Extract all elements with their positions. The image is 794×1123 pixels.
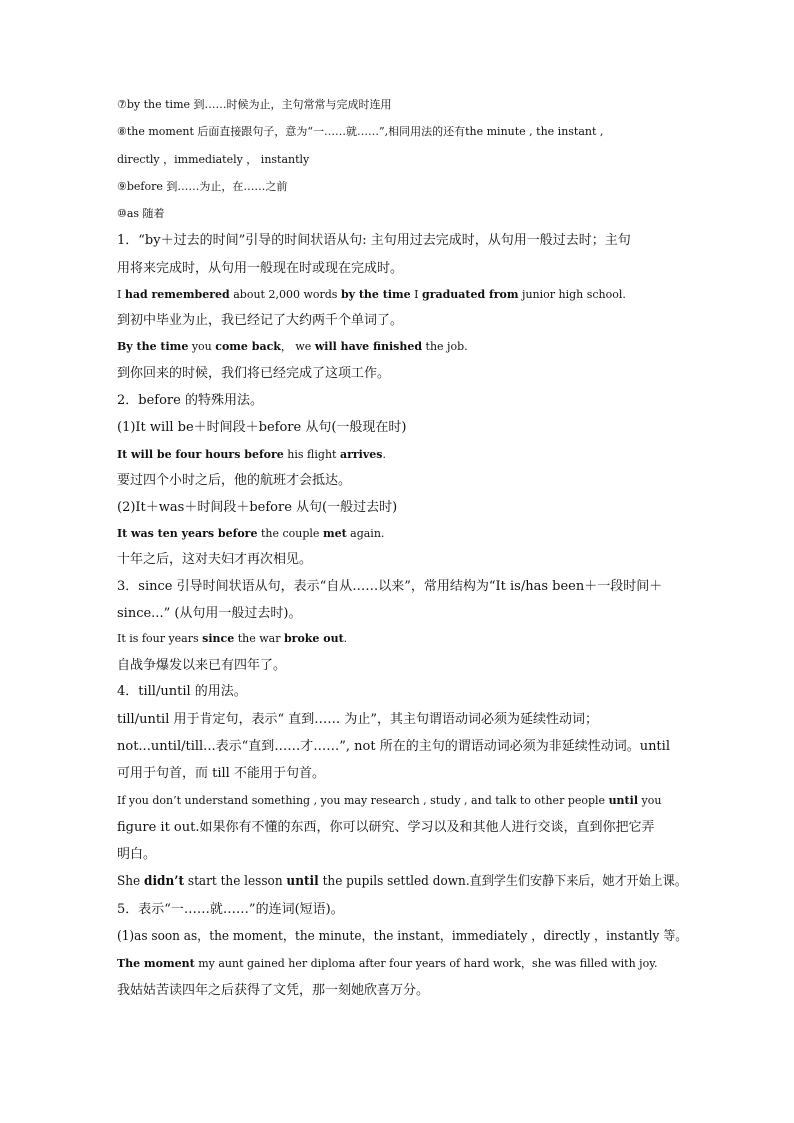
text-segment: If you don’t understand something , you may research , study , and talk to other people xyxy=(117,794,609,807)
section-heading xyxy=(117,391,687,411)
section-heading xyxy=(117,682,687,702)
text-segment: my aunt gained her diploma after four years of hard work，she was filled with joy. xyxy=(194,957,658,970)
text-segment: 十年之后，这对夫妇才再次相见。 xyxy=(117,552,313,567)
text-segment: . xyxy=(343,632,348,645)
text-line xyxy=(117,845,687,865)
text-segment: start the lesson xyxy=(184,874,287,889)
text-segment: . xyxy=(382,448,386,461)
bold-segment: didn’t xyxy=(144,874,185,889)
bold-segment: come back xyxy=(215,340,281,353)
text-segment: ⑦by the time 到……时候为止，主句常常与完成时连用 xyxy=(117,98,392,111)
text-segment: 2．before 的特殊用法。 xyxy=(117,393,263,408)
text-line xyxy=(117,927,688,947)
example-sentence xyxy=(117,954,687,974)
text-segment: since...” (从句用一般过去时)。 xyxy=(117,606,302,621)
translation-line xyxy=(117,471,687,491)
text-segment: you xyxy=(188,340,216,353)
text-segment: junior high school. xyxy=(518,288,626,301)
text-segment: not...until/till...表示“直到……才……”, not 所在的主句的谓语动词必须为非延续性动词。until xyxy=(117,739,670,754)
text-segment: his flight xyxy=(283,448,340,461)
bold-segment: It was ten years before xyxy=(117,527,258,540)
translation-line xyxy=(117,364,687,384)
text-segment: (1)as soon as，the moment，the minute，the instant，immediately ，directly ，instantly 等。 xyxy=(117,929,688,944)
translation-line xyxy=(117,311,687,331)
text-segment: (2)It＋was＋时间段＋before 从句(一般过去时) xyxy=(117,500,398,515)
text-segment: I xyxy=(410,288,422,301)
example-sentence xyxy=(117,629,687,649)
bold-segment: will have finished xyxy=(314,340,423,353)
text-segment: 要过四个小时之后，他的航班才会抵达。 xyxy=(117,473,352,488)
translation-line xyxy=(117,981,687,1001)
text-segment: the couple xyxy=(257,527,323,540)
bold-segment: had remembered xyxy=(124,288,230,301)
example-sentence xyxy=(117,337,687,357)
text-segment: (1)It will be＋时间段＋before 从句(一般现在时) xyxy=(117,420,407,435)
text-segment: ⑨before 到……为止，在……之前 xyxy=(117,180,288,193)
text-segment: 3．since 引导时间状语从句，表示“自从……以来”，常用结构为“It is/has been＋一段时间＋ xyxy=(117,579,663,594)
text-line xyxy=(117,150,687,170)
text-line xyxy=(117,710,687,730)
text-segment: ⑩as 随着 xyxy=(117,207,165,220)
text-segment: till/until 用于肯定句，表示“ 直到…… 为止”，其主句谓语动词必须为延续性动词； xyxy=(117,712,599,727)
text-segment: It is four years xyxy=(117,632,203,645)
text-segment: directly ，immediately ， instantly xyxy=(117,153,310,166)
text-segment: 我姑姑苦读四年之后获得了文凭，那一刻她欣喜万分。 xyxy=(117,983,430,998)
text-segment: 到初中毕业为止，我已经记了大约两千个单词了。 xyxy=(117,313,404,328)
example-sentence xyxy=(117,445,687,465)
text-line xyxy=(117,122,687,142)
translation-line xyxy=(117,550,687,570)
bold-segment: met xyxy=(322,527,347,540)
section-heading xyxy=(117,577,687,597)
bold-segment: by the time xyxy=(340,288,411,301)
example-sentence xyxy=(117,791,687,811)
text-line xyxy=(117,177,687,197)
text-segment: you xyxy=(638,794,662,807)
text-segment: ⑧the moment 后面直接跟句子，意为“一……就……”,相同用法的还有the minute , the instant , xyxy=(117,125,604,138)
example-sentence xyxy=(117,524,687,544)
bold-segment: broke out xyxy=(283,632,344,645)
example-sentence xyxy=(117,872,687,892)
section-heading xyxy=(117,231,687,251)
text-line xyxy=(117,498,687,518)
bold-segment: The moment xyxy=(117,957,195,970)
bold-segment: By the time xyxy=(117,340,189,353)
text-segment: 1．“by＋过去的时间”引导的时间状语从句: 主句用过去完成时，从句用一般过去时；主句 xyxy=(117,233,631,248)
text-line xyxy=(117,737,687,757)
text-segment: 自战争爆发以来已有四年了。 xyxy=(117,658,287,673)
translation-line xyxy=(117,656,687,676)
bold-segment: It will be four hours before xyxy=(117,448,284,461)
text-line xyxy=(117,764,687,784)
text-segment: about 2,000 words xyxy=(229,288,341,301)
text-line xyxy=(117,818,687,838)
text-segment: ， we xyxy=(280,340,315,353)
bold-segment: graduated from xyxy=(422,288,519,301)
bold-segment: since xyxy=(202,632,235,645)
text-segment: 用将来完成时，从句用一般现在时或现在完成时。 xyxy=(117,261,404,276)
text-line xyxy=(117,95,687,115)
text-segment: 可用于句首，而 till 不能用于句首。 xyxy=(117,766,325,781)
text-segment: She xyxy=(117,874,145,889)
bold-segment: until xyxy=(286,874,319,889)
text-segment: figure it out.如果你有不懂的东西，你可以研究、学习以及和其他人进行交谈，直到你把它弄 xyxy=(117,820,655,835)
text-line xyxy=(117,259,687,279)
text-segment: 到你回来的时候，我们将已经完成了这项工作。 xyxy=(117,366,391,381)
text-line xyxy=(117,418,687,438)
text-segment: I xyxy=(117,288,125,301)
text-segment: the pupils settled down.直到学生们安静下来后，她才开始上课。 xyxy=(318,874,687,889)
text-segment: 5．表示“一……就……”的连词(短语)。 xyxy=(117,902,344,917)
text-segment: the job. xyxy=(422,340,468,353)
text-segment: the war xyxy=(234,632,284,645)
text-line xyxy=(117,604,687,624)
bold-segment: until xyxy=(608,794,638,807)
text-segment: again. xyxy=(346,527,385,540)
bold-segment: arrives xyxy=(339,448,383,461)
section-heading xyxy=(117,900,687,920)
text-segment: 4．till/until 的用法。 xyxy=(117,684,247,699)
example-sentence xyxy=(117,285,687,305)
text-segment: 明白。 xyxy=(117,847,157,862)
text-line xyxy=(117,204,687,224)
